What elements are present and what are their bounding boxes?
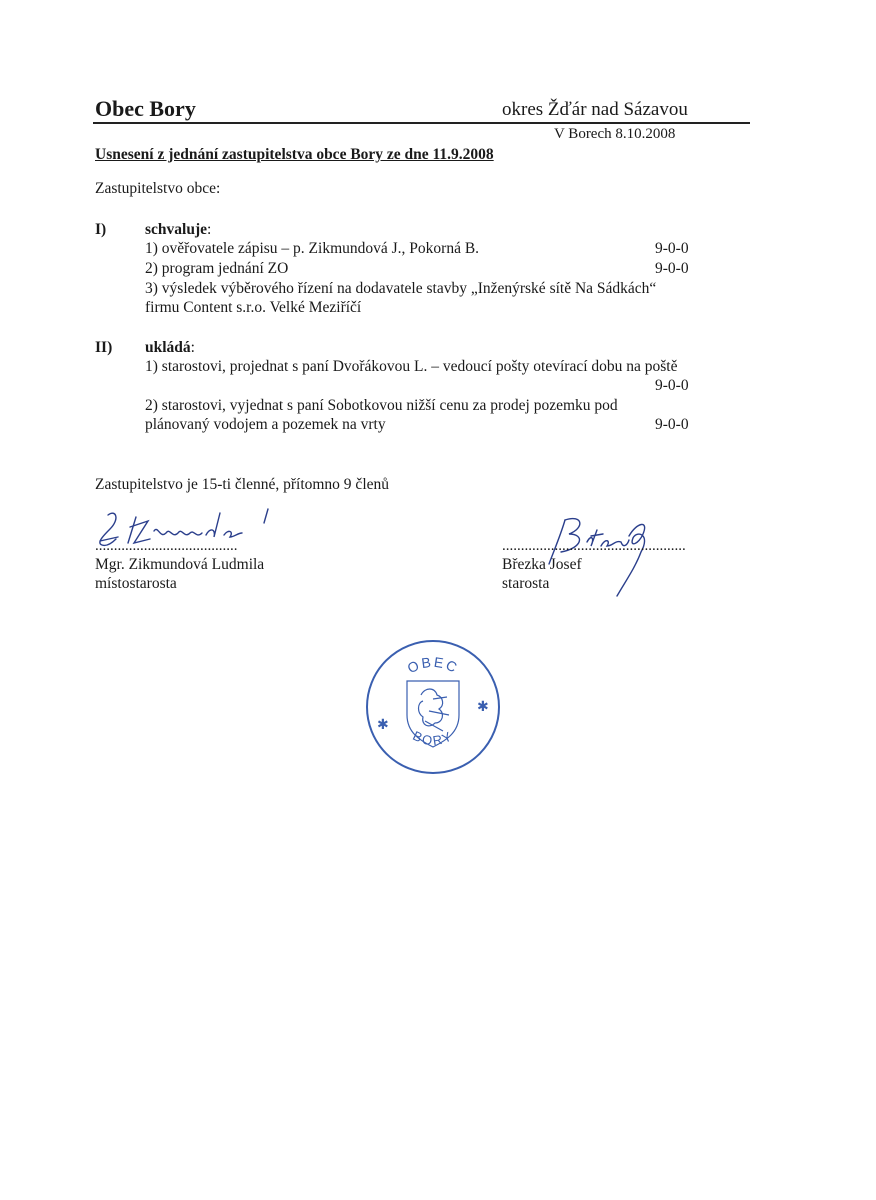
section-2-numeral: II) xyxy=(95,339,113,356)
stamp-stars xyxy=(377,699,489,733)
stamp-bottom-text: BORY xyxy=(410,727,456,749)
intro-text: Zastupitelstvo obce: xyxy=(95,180,221,197)
section-2-item-1-vote: 9-0-0 xyxy=(655,377,689,394)
place-date: V Borech 8.10.2008 xyxy=(554,126,676,142)
section-2-verb: ukládá xyxy=(145,339,191,356)
section-1-item-3-continued: firmu Content s.r.o. Velké Meziříčí xyxy=(145,299,362,316)
section-1-item-3: 3) výsledek výběrového řízení na dodavatele stavby „Inženýrské sítě Na Sádkách“ xyxy=(145,280,657,297)
section-1-item-1: 1) ověřovatele zápisu – p. Zikmundová J., Pokorná B. xyxy=(145,240,480,257)
section-1-numeral: I) xyxy=(95,221,107,238)
section-2-item-2: 2) starostovi, vyjednat s paní Sobotkovou nižší cenu za prodej pozemku pod xyxy=(145,397,618,414)
section-1-heading xyxy=(145,221,211,239)
header-divider xyxy=(93,122,750,124)
signatory-right-name: Březka Josef xyxy=(502,556,582,573)
signatory-left-name: Mgr. Zikmundová Ludmila xyxy=(95,556,265,573)
star-icon-right: ✱ xyxy=(477,699,489,715)
section-2-item-1: 1) starostovi, projednat s paní Dvořákovou L. – vedoucí pošty otevírací dobu na poště xyxy=(145,358,678,375)
section-1-item-2: 2) program jednání ZO xyxy=(145,260,289,277)
signature-line-left: ...................................... xyxy=(95,538,238,554)
section-2-colon: : xyxy=(190,339,195,356)
signatory-right-role: starosta xyxy=(502,575,550,592)
section-2-item-2-continued: plánovaný vodojem a pozemek na vrty xyxy=(145,416,386,433)
stamp-top-text: OBEC xyxy=(404,653,462,677)
svg-text:BORY xyxy=(410,728,455,748)
attendance-text: Zastupitelstvo je 15-ti členné, přítomno 9 členů xyxy=(95,476,390,493)
municipality-name: Obec Bory xyxy=(95,96,196,121)
document-title: Usnesení z jednání zastupitelstva obce Bory ze dne 11.9.2008 xyxy=(95,146,494,163)
signatory-left-role: místostarosta xyxy=(95,575,177,592)
official-stamp xyxy=(363,637,503,777)
district-name: okres Žďár nad Sázavou xyxy=(502,99,688,120)
section-2-item-2-vote: 9-0-0 xyxy=(655,416,689,433)
section-1-verb: schvaluje xyxy=(145,221,207,238)
section-1-colon: : xyxy=(207,221,212,238)
star-icon-left: ✱ xyxy=(377,717,389,733)
section-1-item-2-vote: 9-0-0 xyxy=(655,260,689,277)
section-2-heading xyxy=(145,339,195,357)
signature-line-right: ................................................. xyxy=(502,538,686,554)
svg-text:OBEC xyxy=(405,654,461,676)
section-1-item-1-vote: 9-0-0 xyxy=(655,240,689,257)
